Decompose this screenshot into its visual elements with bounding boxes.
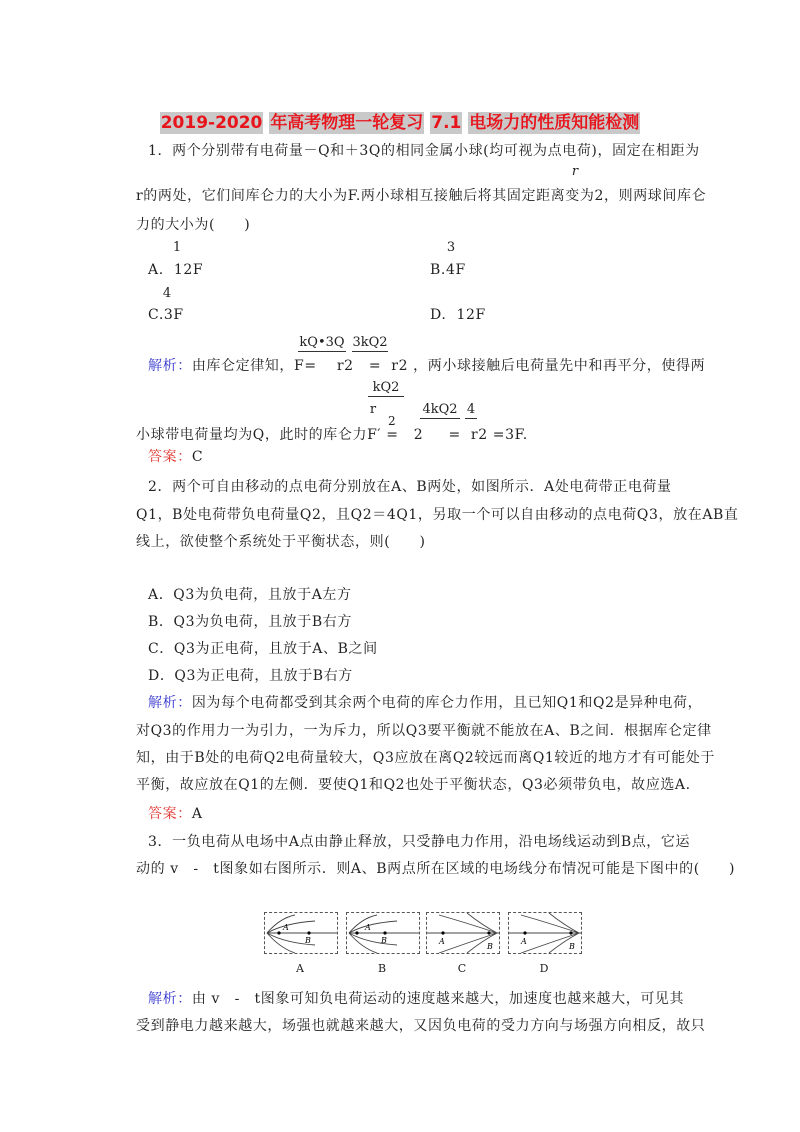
diagram-label-a: A (296, 962, 304, 975)
svg-text:B: B (381, 936, 387, 945)
r-over-2-fraction: r (571, 164, 579, 179)
svg-text:B: B (305, 936, 311, 945)
option-a[interactable]: A. 12F (148, 262, 204, 278)
option-d[interactable]: D. 12F (430, 307, 486, 323)
exponent: 2 (388, 414, 396, 428)
q2-option-a[interactable]: A．Q3为负电荷，且放于A左方 (148, 587, 352, 603)
diagram-label-d: D (539, 962, 549, 975)
option-a-numerator: 1 (172, 240, 182, 255)
field-diagram-c[interactable] (426, 912, 500, 954)
field-diagram-a[interactable] (264, 912, 338, 954)
fraction-3-inner: r (369, 402, 377, 417)
option-c-numerator: 4 (162, 286, 172, 301)
field-lines-diverging-icon (265, 913, 337, 953)
q2-option-d[interactable]: D．Q3为正电荷，且放于B右方 (148, 668, 353, 684)
q2-option-c[interactable]: C．Q3为正电荷，且放于A、B之间 (148, 641, 378, 657)
q1-line2: r的两处，它们间库仑力的大小为F.两小球相互接触后将其固定距离变为2，则两球间库仑 (136, 188, 707, 204)
q3-analysis-line2: 受到静电力越来越大，场强也就越来越大，又因负电荷的受力方向与场强方向相反，故只 (136, 1018, 706, 1034)
q1-answer: 答案：C (148, 449, 204, 465)
svg-text:A: A (439, 937, 445, 946)
field-lines-converging-icon (509, 913, 581, 953)
q2-analysis-line4: 平衡，故应放在Q1的左侧．要使Q1和Q2也处于平衡状态，Q3必须带负电，故应选A. (136, 777, 691, 793)
svg-text:A: A (283, 923, 289, 932)
q2-analysis-line3: 知，由于B处的电荷Q2电荷量较大，Q3应放在离Q2较远而离Q1较近的地方才有可能处于 (136, 750, 716, 766)
svg-text:B: B (569, 942, 575, 951)
fraction-3: kQ2 (368, 380, 404, 398)
svg-text:A: A (365, 923, 371, 932)
field-lines-diverging-icon (347, 913, 419, 953)
q2-analysis-line1: 解析：因为每个电荷都受到其余两个电荷的库仑力作用，且已知Q1和Q2是异种电荷， (148, 695, 703, 711)
svg-text:B: B (487, 942, 493, 951)
q1-analysis-line2: 小球带电荷量均为Q，此时的库仑力F′ = 2 = r2 =3F. (136, 427, 528, 443)
q2-answer: 答案：A (148, 806, 203, 822)
diagram-label-b: B (377, 962, 387, 975)
diagram-label-c: C (457, 962, 467, 975)
field-diagram-d[interactable] (508, 912, 582, 954)
q1-line3: 力的大小为( ) (136, 217, 251, 233)
q2-line3: 线上，欲使整个系统处于平衡状态，则( ) (136, 534, 426, 550)
fraction-5: 4 (466, 402, 476, 417)
q3-line2: 动的 v - t图象如右图所示．则A、B两点所在区域的电场线分布情况可能是下图中的( ) (136, 861, 736, 877)
q2-line2: Q1，B处电荷带负电荷量Q2，且Q2＝4Q1，另取一个可以自由移动的点电荷Q3，放在AB直 (136, 507, 739, 523)
field-diagram-b[interactable] (346, 912, 420, 954)
fraction-2: 3kQ2 (352, 335, 388, 350)
option-b[interactable]: B.4F (430, 262, 466, 278)
q3-line1: 3．一负电荷从电场中A点由静止释放，只受静电力作用，沿电场线运动到B点，它运 (148, 834, 691, 850)
fraction-1: kQ•3Q (299, 335, 345, 350)
q2-option-b[interactable]: B．Q3为负电荷，且放于B右方 (148, 614, 352, 630)
field-lines-converging-icon (427, 913, 499, 953)
q2-analysis-line2: 对Q3的作用力一为引力，一为斥力，所以Q3要平衡就不能放在A、B之间．根据库仑定律 (136, 723, 712, 739)
fraction-4: 4kQ2 (420, 402, 460, 420)
q3-analysis-line1: 解析：由 v - t图象可知负电荷运动的速度越来越大，加速度也越来越大，可见其 (148, 991, 685, 1007)
svg-text:A: A (521, 937, 527, 946)
q2-line1: 2．两个可自由移动的点电荷分别放在A、B两处，如图所示．A处电荷带正电荷量 (148, 479, 672, 495)
option-c[interactable]: C.3F (148, 307, 184, 323)
document-title: 2019-2020 年高考物理一轮复习 7.1 电场力的性质知能检测 (160, 113, 640, 133)
option-b-numerator: 3 (446, 240, 456, 255)
q1-line1: 1．两个分别带有电荷量－Q和＋3Q的相同金属小球(均可视为点电荷)，固定在相距为 (148, 143, 700, 159)
q1-analysis-line1: 解析：由库仑定律知，F= r2 = r2 ，两小球接触后电荷量先中和再平分，使得两 (148, 358, 706, 374)
